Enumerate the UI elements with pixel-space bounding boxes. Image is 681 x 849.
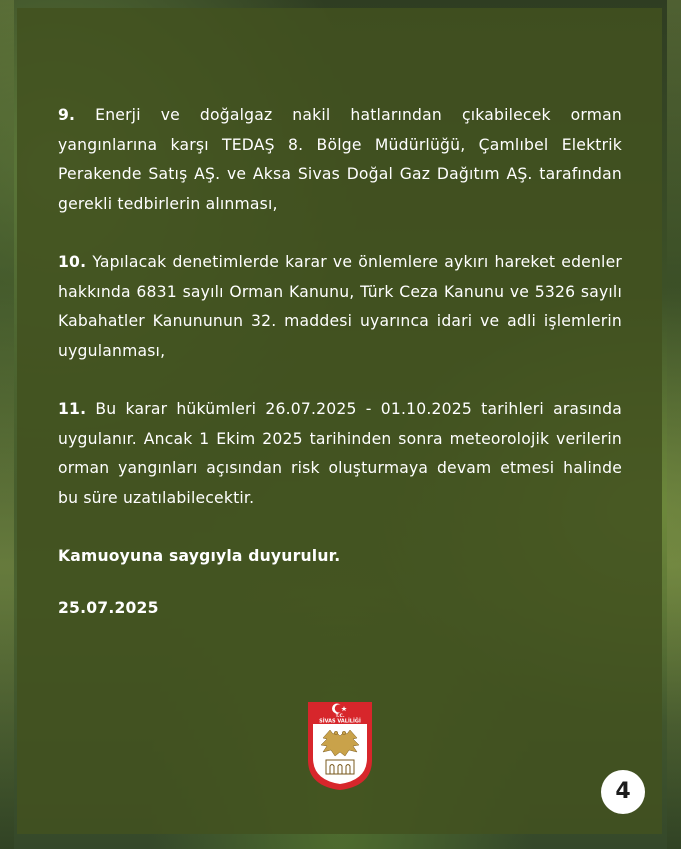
- closing-statement: Kamuoyuna saygıyla duyurulur.: [58, 547, 341, 565]
- logo-tc-text: T.C.: [335, 714, 345, 719]
- forest-edge-left: [0, 0, 14, 849]
- paragraph-11: [58, 395, 622, 513]
- sivas-valiligi-logo: [306, 700, 374, 792]
- logo-name-text: SİVAS VALİLİĞİ: [319, 718, 361, 725]
- document-body: [58, 101, 622, 623]
- paragraph-number: 10.: [58, 253, 87, 271]
- paragraph-9: [58, 101, 622, 219]
- page-number-badge: 4: [601, 770, 645, 814]
- paragraph-10: [58, 248, 622, 366]
- paragraph-text: Bu karar hükümleri 26.07.2025 - 01.10.2025 tarihleri arasında uygulanır. Ancak 1 Ekim 2025 tarihinden sonra meteorolojik verilerin orman yangınları açısından risk oluşturmaya devam etmesi halinde bu süre uzatılabilecektir.: [58, 400, 622, 507]
- paragraph-text: Yapılacak denetimlerde karar ve önlemlere aykırı hareket edenler hakkında 6831 sayılı Orman Kanunu, Türk Ceza Kanunu ve 5326 sayılı Kabahatler Kanununun 32. maddesi uyarınca idari ve adli işlemlerin uygulanması,: [58, 253, 622, 360]
- paragraph-number: 9.: [58, 106, 76, 124]
- announcement-date: 25.07.2025: [58, 598, 159, 617]
- paragraph-number: 11.: [58, 400, 87, 418]
- forest-edge-right: [667, 0, 681, 849]
- paragraph-text: Enerji ve doğalgaz nakil hatlarından çıkabilecek orman yangınlarına karşı TEDAŞ 8. Bölge Müdürlüğü, Çamlıbel Elektrik Perakende Satış AŞ. ve Aksa Sivas Doğal Gaz Dağıtım AŞ. tarafından gerekli tedbirlerin alınması,: [58, 106, 622, 213]
